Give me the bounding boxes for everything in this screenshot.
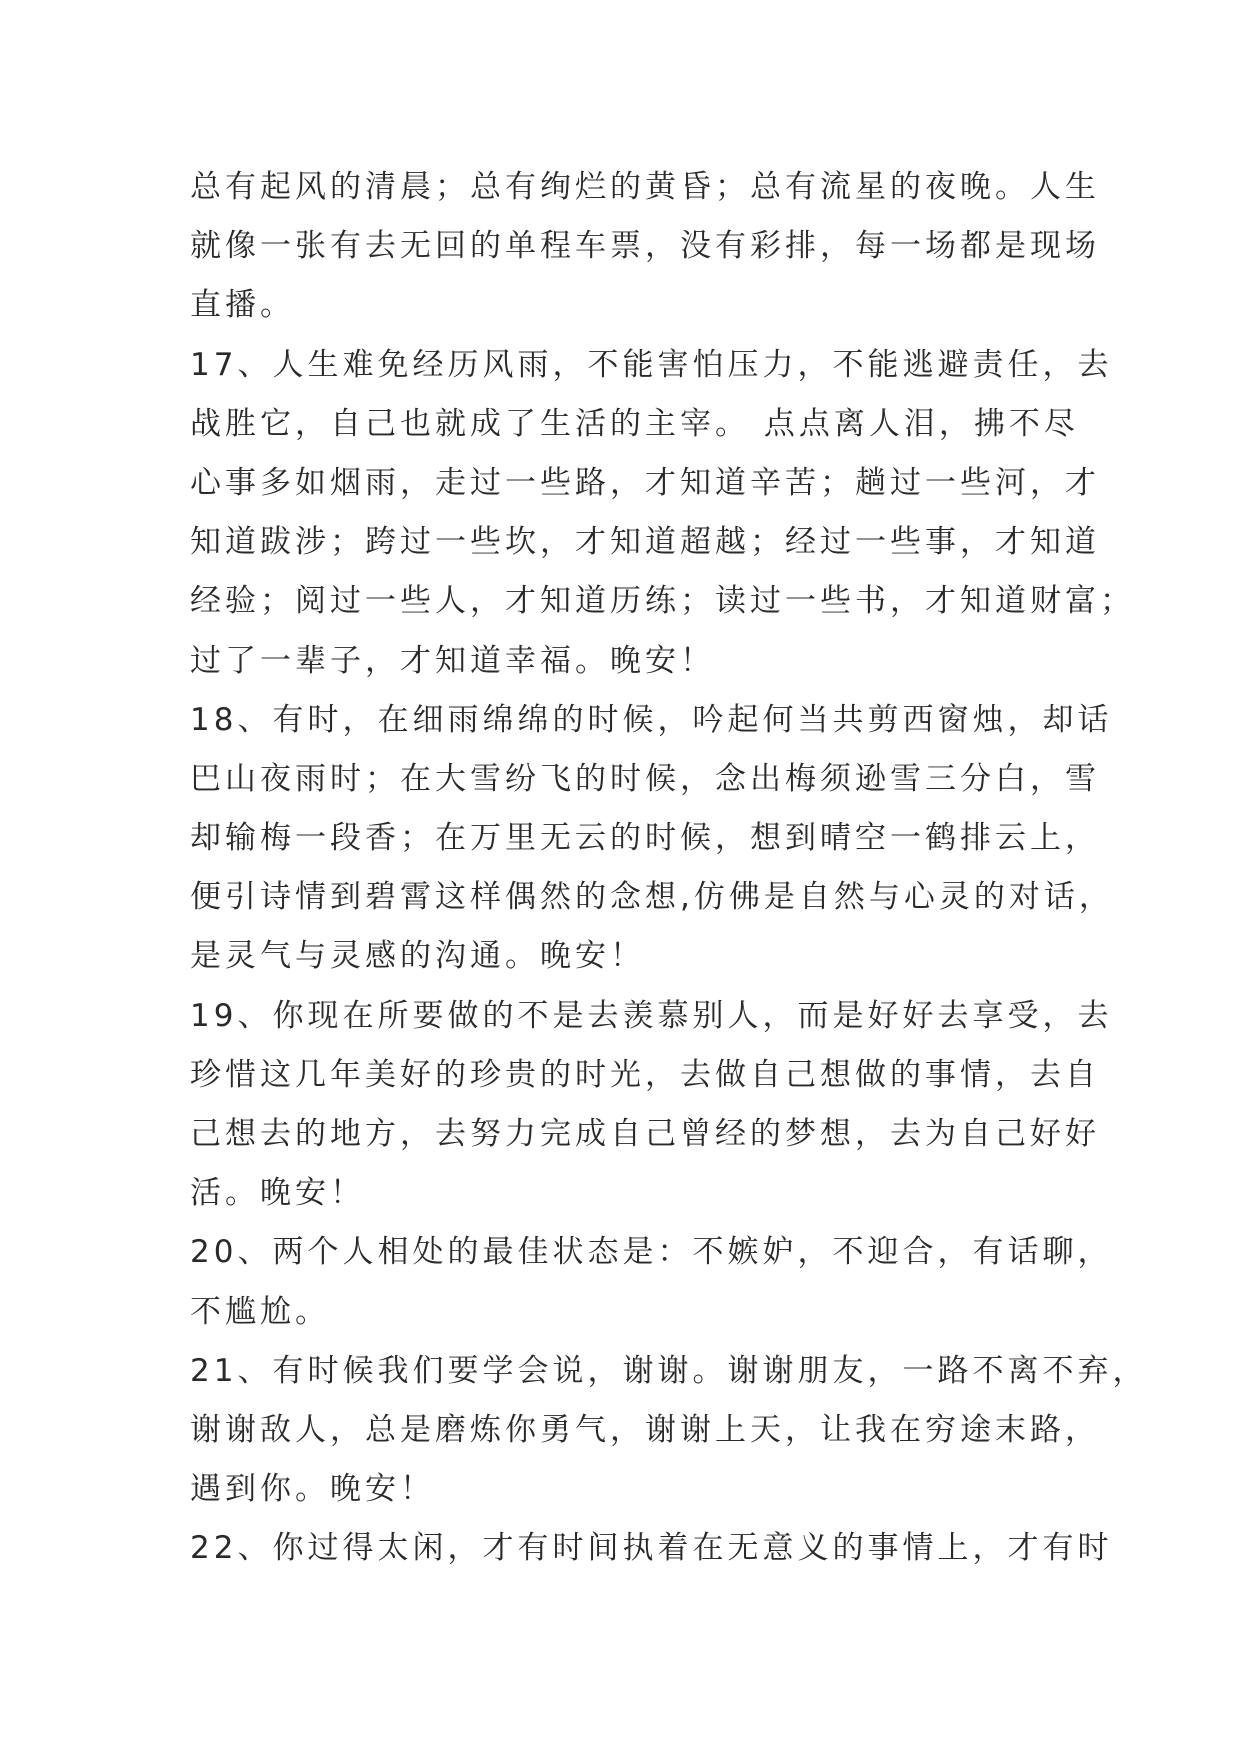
text-line: 便引诗情到碧霄这样偶然的念想,仿佛是自然与心灵的对话， <box>190 879 1114 916</box>
text-line: 经验；阅过一些人，才知道历练；读过一些书，才知道财富； <box>190 583 1135 620</box>
text-line: 是灵气与灵感的沟通。晚安！ <box>190 938 645 975</box>
text-line: 心事多如烟雨，走过一些路，才知道辛苦；趟过一些河，才 <box>190 464 1100 501</box>
document-body <box>190 158 1148 1579</box>
text-line: 就像一张有去无回的单程车票，没有彩排，每一场都是现场 <box>190 228 1100 265</box>
text-line: 知道跋涉；跨过一些坎，才知道超越；经过一些事，才知道 <box>190 524 1100 561</box>
text-line: 战胜它，自己也就成了生活的主宰。 点点离人泪，拂不尽 <box>190 405 1079 442</box>
text-line: 却输梅一段香；在万里无云的时候，想到晴空一鹤排云上， <box>190 820 1100 857</box>
text-line: 己想去的地方，去努力完成自己曾经的梦想，去为自己好好 <box>190 1116 1100 1152</box>
text-line: 21、有时候我们要学会说，谢谢。谢谢朋友，一路不离不弃， <box>190 1352 1148 1389</box>
text-line: 遇到你。晚安！ <box>190 1471 435 1508</box>
text-line: 巴山夜雨时；在大雪纷飞的时候，念出梅须逊雪三分白，雪 <box>190 760 1100 797</box>
text-line: 直播。 <box>190 287 295 324</box>
text-line: 过了一辈子，才知道幸福。晚安！ <box>190 642 715 679</box>
text-line: 22、你过得太闲，才有时间执着在无意义的事情上，才有时 <box>190 1530 1113 1567</box>
text-line: 17、人生难免经历风雨，不能害怕压力，不能逃避责任，去 <box>190 346 1113 383</box>
text-line: 不尴尬。 <box>190 1293 330 1330</box>
text-line: 18、有时，在细雨绵绵的时候，吟起何当共剪西窗烛，却话 <box>190 701 1113 738</box>
text-line: 谢谢敌人，总是磨炼你勇气，谢谢上天，让我在穷途末路， <box>190 1411 1100 1448</box>
text-line: 总有起风的清晨；总有绚烂的黄昏；总有流星的夜晚。人生 <box>190 169 1100 205</box>
text-line: 19、你现在所要做的不是去羡慕别人，而是好好去享受，去 <box>190 997 1113 1034</box>
text-line: 活。晚安！ <box>190 1175 365 1212</box>
text-line: 20、两个人相处的最佳状态是：不嫉妒，不迎合，有话聊， <box>190 1234 1113 1271</box>
text-line: 珍惜这几年美好的珍贵的时光，去做自己想做的事情，去自 <box>190 1056 1100 1093</box>
